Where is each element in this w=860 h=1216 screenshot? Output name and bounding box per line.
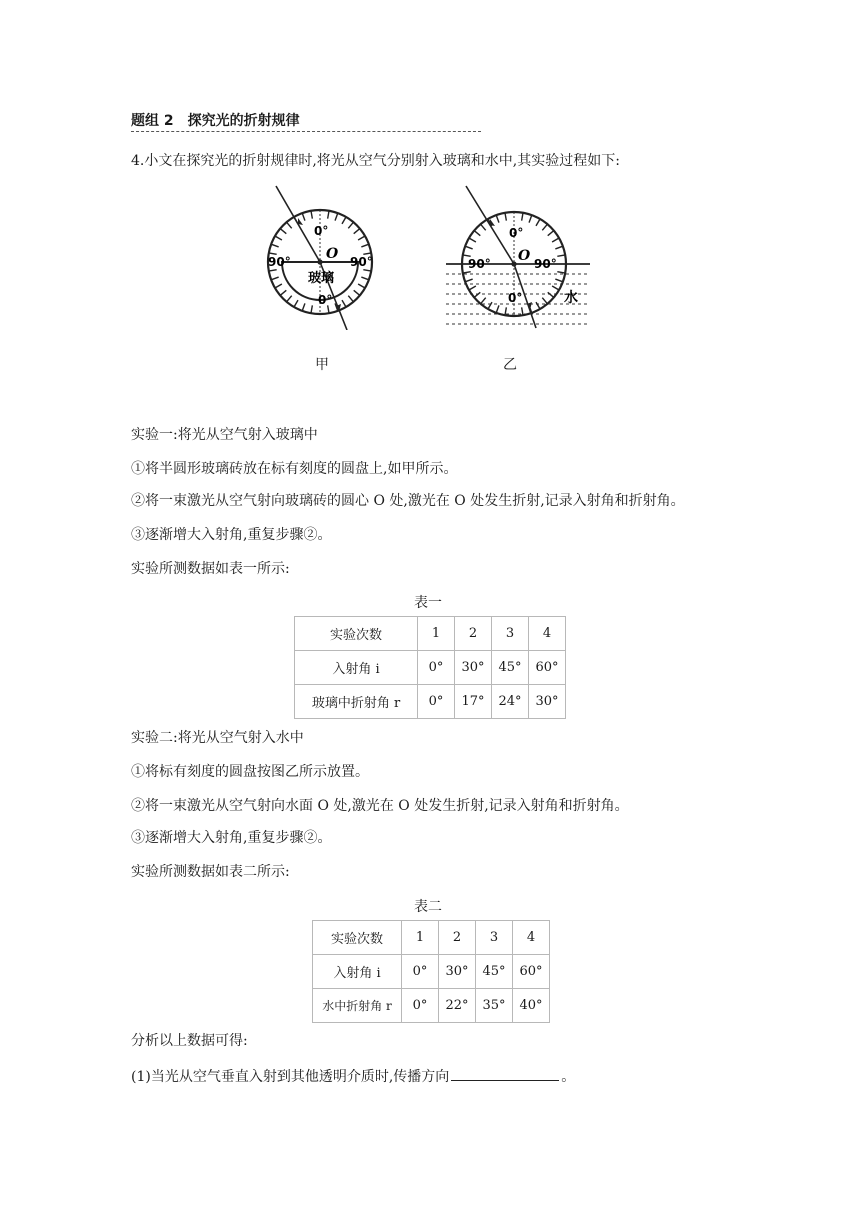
table-cell: 入射角 i [295,651,418,685]
analysis-q1-end: 。 [561,1069,576,1085]
table-cell: 水中折射角 r [313,989,402,1023]
figure-jia-label-glass: 玻璃 [308,271,335,286]
experiment1-step-1: ①将半圆形玻璃砖放在标有刻度的圆盘上,如甲所示。 [131,461,458,477]
analysis-q1-text: (1)当光从空气垂直入射到其他透明介质时,传播方向 [131,1069,450,1085]
table-cell: 40° [513,989,550,1023]
figure-yi-label-water: 水 [564,290,578,306]
table-cell: 2 [455,617,492,651]
experiment1-step-2: ②将一束激光从空气射向玻璃砖的圆心 O 处,激光在 O 处发生折射,记录入射角和折射角。 [131,493,685,509]
table-cell: 1 [402,921,439,955]
table-cell: 入射角 i [313,955,402,989]
figure-yi-label-top: 0° [509,226,524,240]
table-row [295,617,566,651]
table-cell: 玻璃中折射角 r [295,685,418,719]
figure-jia-label-bottom: 0° [318,293,333,307]
table-row [313,921,550,955]
experiment2-step-1: ①将标有刻度的圆盘按图乙所示放置。 [131,764,369,780]
table-cell: 实验次数 [313,921,402,955]
table-cell: 2 [439,921,476,955]
figure-jia-diagram [262,180,392,330]
figure-jia-label-left: 90° [268,255,291,269]
figure-yi-label-left: 90° [468,257,491,271]
table-cell: 3 [476,921,513,955]
table-cell: 60° [529,651,566,685]
experiment2-title: 实验二:将光从空气射入水中 [131,730,304,746]
table-cell: 17° [455,685,492,719]
figure-yi-caption: 乙 [503,357,517,373]
experiment2-step-2: ②将一束激光从空气射向水面 O 处,激光在 O 处发生折射,记录入射角和折射角。 [131,798,629,814]
experiment1-title: 实验一:将光从空气射入玻璃中 [131,427,318,443]
analysis-intro: 分析以上数据可得: [131,1033,248,1049]
heading-divider [131,131,481,132]
table-cell: 30° [439,955,476,989]
table1 [294,616,566,719]
table-cell: 4 [513,921,550,955]
table-cell: 24° [492,685,529,719]
table-cell: 0° [402,955,439,989]
figure-yi-label-bottom: 0° [508,291,523,305]
figure-yi-label-right: 90° [534,257,557,271]
table-cell: 60° [513,955,550,989]
table-cell: 0° [402,989,439,1023]
table-cell: 35° [476,989,513,1023]
table-cell: 实验次数 [295,617,418,651]
analysis-question-1 [131,1066,575,1086]
experiment1-data-intro: 实验所测数据如表一所示: [131,561,290,577]
figure-jia-label-o: O [326,246,339,262]
table-cell: 3 [492,617,529,651]
table-row [295,651,566,685]
table2 [312,920,550,1023]
question-intro: 4.小文在探究光的折射规律时,将光从空气分别射入玻璃和水中,其实验过程如下: [131,153,620,169]
figure-jia-label-right: 90° [350,255,373,269]
answer-blank[interactable] [451,1066,559,1081]
table-row [313,989,550,1023]
table-cell: 4 [529,617,566,651]
figure-jia-caption: 甲 [315,357,329,373]
figure-yi-label-o: O [518,248,531,264]
table2-caption: 表二 [414,899,442,915]
table-row [313,955,550,989]
table-cell: 22° [439,989,476,1023]
table-row [295,685,566,719]
figure-jia-label-top: 0° [314,224,329,238]
table-cell: 30° [455,651,492,685]
section-heading: 题组 2 探究光的折射规律 [131,113,300,129]
table-cell: 45° [492,651,529,685]
table-cell: 0° [418,651,455,685]
table-cell: 30° [529,685,566,719]
table-cell: 0° [418,685,455,719]
experiment2-step-3: ③逐渐增大入射角,重复步骤②。 [131,830,332,846]
experiment2-data-intro: 实验所测数据如表二所示: [131,864,290,880]
table1-caption: 表一 [414,595,442,611]
experiment1-step-3: ③逐渐增大入射角,重复步骤②。 [131,527,332,543]
figure-yi-diagram [444,180,594,330]
table-cell: 45° [476,955,513,989]
table-cell: 1 [418,617,455,651]
